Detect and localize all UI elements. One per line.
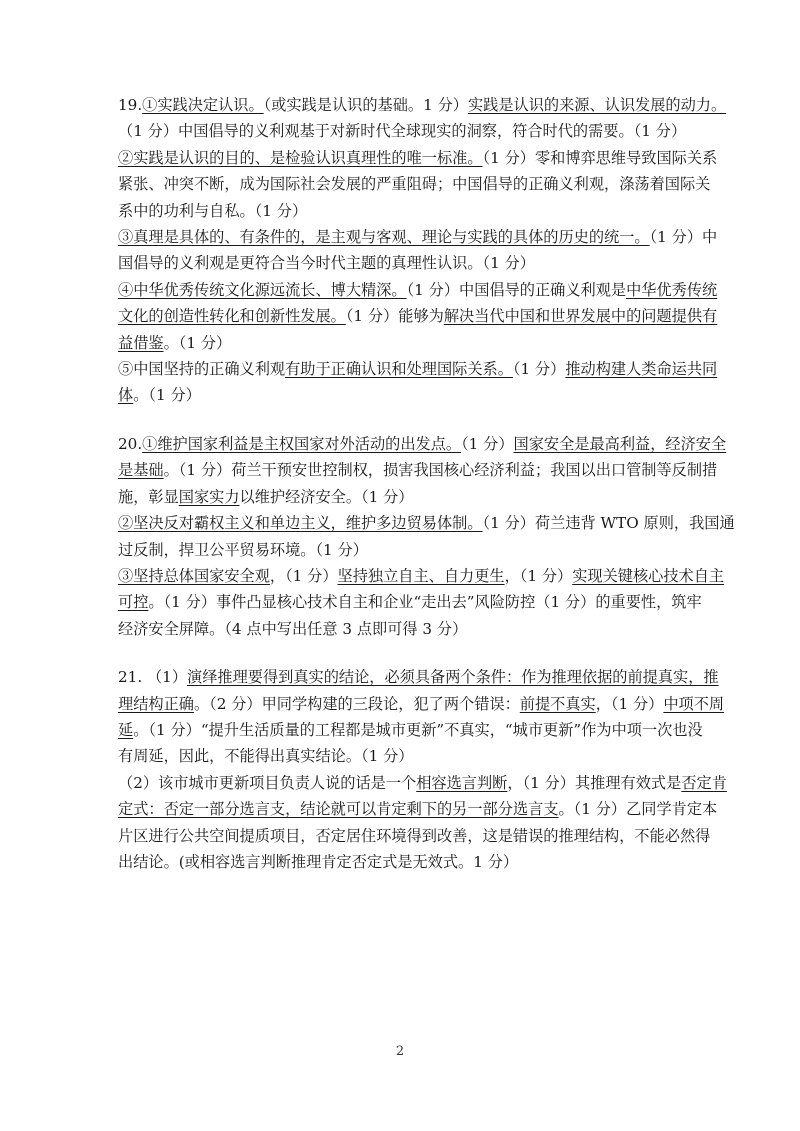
q19-line: （1 分）中国倡导的义利观基于对新时代全球现实的洞察，符合时代的需要。（1 分） xyxy=(118,122,687,141)
q20-line: 经济安全屏障。（4 点中写出任意 3 点即可得 3 分） xyxy=(118,619,468,638)
q21-line xyxy=(118,770,727,796)
text: （1 分）中国倡导的正确义利观是 xyxy=(406,280,627,299)
key-point: 实践是认识的来源、认识发展的动力。 xyxy=(467,96,727,114)
q21-line xyxy=(118,664,719,690)
text: （1 分）零和博弈思维导致国际关系 xyxy=(482,148,718,167)
text: （1 分）荷兰违背 WTO 原则，我国通 xyxy=(482,514,735,533)
q21-line xyxy=(118,717,703,743)
text: （1 分） xyxy=(461,434,514,453)
text: 。（2 分）甲同学构建的三段论，犯了两个错误： xyxy=(193,694,520,713)
key-point: 国家安全是最高利益，经济安全 xyxy=(513,434,727,453)
q19-line: 国倡导的义利观是更符合当今时代主题的真理性认识。（1 分） xyxy=(118,254,535,273)
key-point: ③坚持总体国家安全观 xyxy=(118,566,270,585)
text: （1 分） xyxy=(512,360,566,379)
q20-line xyxy=(118,484,690,510)
key-point: 相容选言判断 xyxy=(416,773,508,792)
q20-line: 过反制，捍卫公平贸易环境。（1 分） xyxy=(118,540,368,559)
q21-line xyxy=(118,796,718,822)
key-point: 有助于正确认识和处理国际关系。 xyxy=(285,360,513,379)
q20-line xyxy=(118,431,727,457)
key-point: 国家实力 xyxy=(178,487,240,506)
key-point: ③真理是具体的、有条件的，是主观与客观、理论与实践的具体的历史的统一。 xyxy=(118,228,650,247)
q21-line xyxy=(118,691,725,717)
key-point: 定式：否定一部分选言支，结论就可以肯定剩下的另一部分选言支 xyxy=(118,800,559,819)
key-point: 可控 xyxy=(118,593,149,612)
q21-line: 有周延，因此，不能得出真实结论。（1 分） xyxy=(118,747,414,766)
key-point: ①维护国家利益是主权国家对外活动的出发点。 xyxy=(142,434,462,453)
key-point: 前提不真实 xyxy=(519,694,596,713)
text: （2）该市城市更新项目负责人说的话是一个 xyxy=(118,773,417,792)
page-number: 2 xyxy=(395,1044,405,1059)
text: ⑤中国坚持的正确义利观 xyxy=(118,360,286,379)
question-20 xyxy=(118,431,735,642)
q19-line xyxy=(118,277,718,303)
q20-line xyxy=(118,563,725,589)
key-point: 延 xyxy=(118,720,134,739)
text: 。（1 分）荷兰干预安世控制权，损害我国核心经济利益；我国以出口管制等反制措 xyxy=(163,461,718,480)
q19-line xyxy=(118,92,727,118)
text: ，（1 分） xyxy=(269,566,338,585)
key-point: 益借鉴 xyxy=(118,333,164,352)
text: （1 分）能够为 xyxy=(345,307,444,326)
text: ，（1 分）其推理有效式是 xyxy=(507,773,682,792)
text: 施，彰显 xyxy=(118,487,179,506)
q19-line xyxy=(118,224,718,250)
q20-line xyxy=(118,589,702,615)
key-point: 中项不周 xyxy=(663,694,725,713)
question-number: 20. xyxy=(118,434,143,453)
key-point: ①实践决定认识。 xyxy=(142,96,264,114)
text: 以维护经济安全。（1 分） xyxy=(239,487,414,506)
text: 。（1 分） xyxy=(163,333,232,352)
text: 。（1 分）乙同学肯定本 xyxy=(558,800,718,819)
q19-line xyxy=(118,145,718,171)
q19-line xyxy=(118,356,718,382)
key-point: 体 xyxy=(118,386,134,405)
q20-line xyxy=(118,510,735,536)
q19-line xyxy=(118,303,718,329)
text: 。（1 分） xyxy=(133,386,201,405)
key-point: ④中华优秀传统文化源远流长、博大精深。 xyxy=(118,280,407,299)
text: （1 分）中 xyxy=(649,228,718,247)
key-point: ②实践是认识的目的、是检验认识真理性的唯一标准。 xyxy=(118,148,483,167)
q19-line xyxy=(118,382,690,408)
key-point: 中华优秀传统 xyxy=(626,280,718,299)
q19-line: 系中的功利与自私。（1 分） xyxy=(118,201,308,220)
answer-sheet xyxy=(118,92,735,875)
key-point: 坚持独立自主、自力更生 xyxy=(337,566,505,585)
text: 。（1 分）事件凸显核心技术自主和企业“走出去”风险防控（1 分）的重要性，筑牢 xyxy=(148,593,702,612)
q21-line: 出结论。(或相容选言判断推理肯定否定式是无效式。1 分） xyxy=(118,852,519,871)
question-21 xyxy=(118,664,727,875)
question-number: 19. xyxy=(118,96,143,114)
key-point: 解决当代中国和世界发展中的问题提供有 xyxy=(443,307,718,326)
q19-line: 紧张、冲突不断，成为国际社会发展的严重阻碍；中国倡导的正确义利观，涤荡着国际关 xyxy=(118,175,711,194)
text: （或实践是认识的基础。1 分） xyxy=(263,96,468,114)
key-point: 理结构正确 xyxy=(118,694,194,713)
key-point: 推动构建人类命运共同 xyxy=(565,360,718,379)
key-point: 否定肯 xyxy=(681,773,727,792)
text: ，（1 分） xyxy=(504,566,573,585)
key-point: 实现关键核心技术自主 xyxy=(572,566,725,585)
text: 。（1 分）“提升生活质量的工程都是城市更新”不真实，“城市更新”作为中项一次也没 xyxy=(133,720,703,739)
key-point: 是基础 xyxy=(118,461,164,480)
q20-line xyxy=(118,457,718,483)
question-19 xyxy=(118,92,727,409)
question-number: 21. （1） xyxy=(118,668,188,687)
q21-line: 片区进行公共空间提质项目，否定居住环境得到改善，这是错误的推理结构，不能必然得 xyxy=(118,826,711,845)
q19-line xyxy=(118,330,690,356)
key-point: 文化的创造性转化和创新性发展。 xyxy=(118,307,346,326)
text: ，（1 分） xyxy=(595,694,664,713)
key-point: 演绎推理要得到真实的结论，必须具备两个条件：作为推理依据的前提真实，推 xyxy=(187,668,719,687)
key-point: ②坚决反对霸权主义和单边主义，维护多边贸易体制。 xyxy=(118,514,483,533)
